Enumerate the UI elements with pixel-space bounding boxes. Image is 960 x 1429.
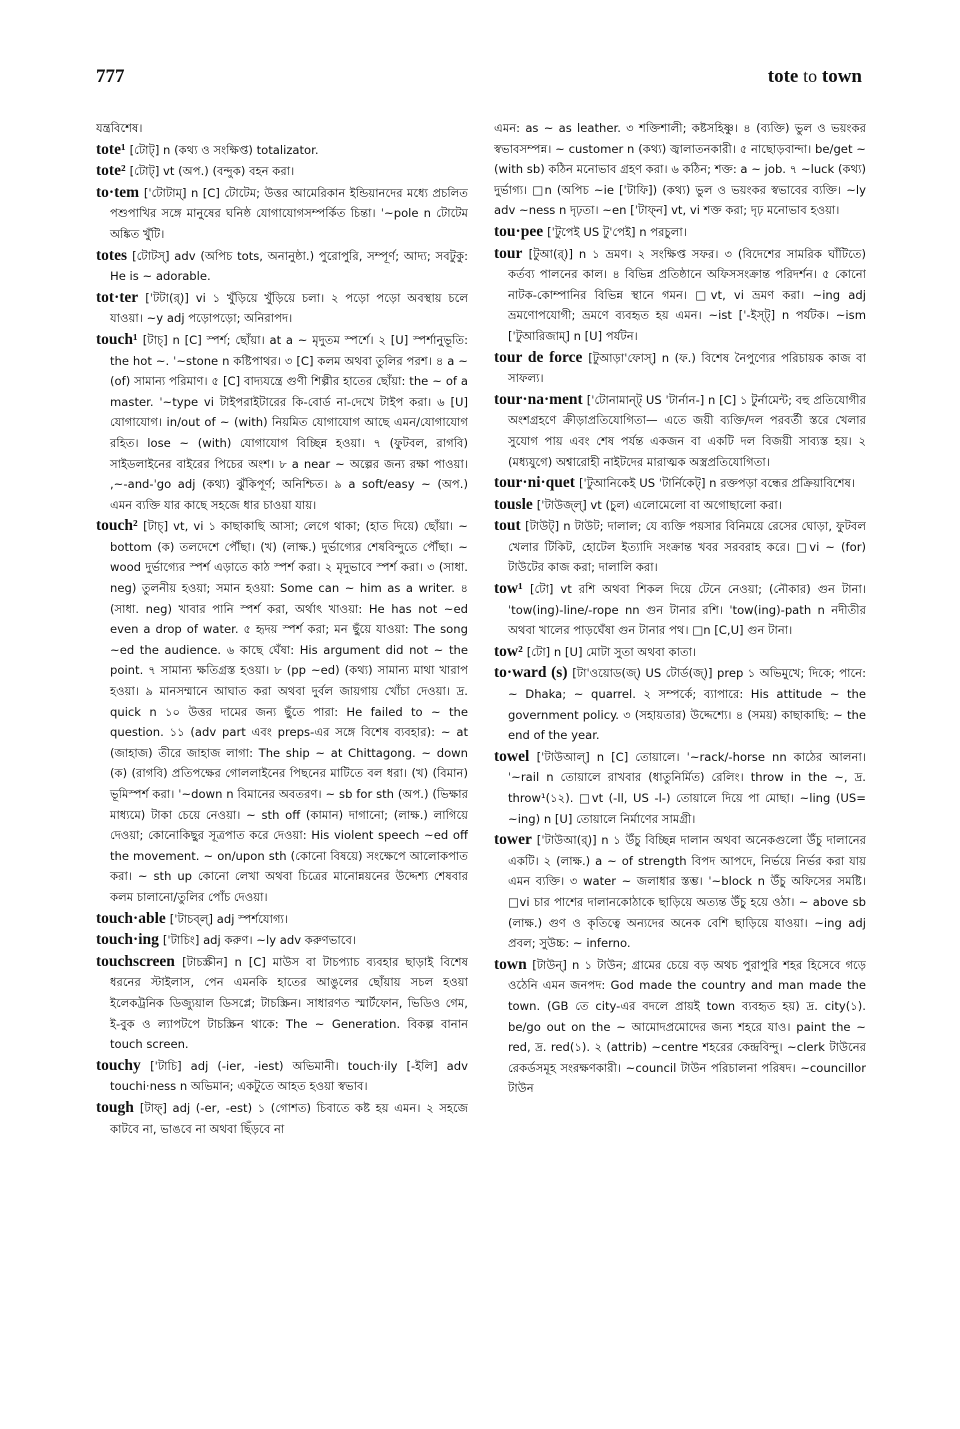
entry-headword: tour·ni·quet <box>494 474 575 492</box>
entry-definition: [টাউট্] n টাউট; দালাল; যে ব্যক্তি পয়সার বিনিময়ে রেসের ঘোড়া, ফুটবল খেলার টিকিট, হোটেল ইত্যাদি সংক্রান্ত খবর সরবরাহ করে। □vi ~ (for) টাউটের কাজ করা; দালালি করা। <box>508 519 866 575</box>
entry-definition: [টো] vt রশি অথবা শিকল দিয়ে টেনে নেওয়া; (নৌকার) গুন টানা। ˈtow(ing)-line/-rope nn গুন টানার রশি। ˈtow(ing)-path n নদীতীর অথবা খালের পাড়ঘেঁষা গুন টানার পথ। □n [C,U] গুন টানা। <box>508 582 866 638</box>
dictionary-entry <box>96 246 468 287</box>
left-column <box>96 118 468 1358</box>
entry-headword: tot·ter <box>96 288 139 306</box>
entry-definition: [টাচ্] n [C] স্পর্শ; ছোঁয়া। at a ~ মৃদুতম স্পর্শে। ২ [U] স্পর্শানুভূতি: the hot ~. ˈ~stone n কষ্টিপাথর। ৩ [C] কলম অথবা তুলির পরশ। ৪ a ~ (of) সামান্য পরিমাণ। ৫ [C] বাদ্যযন্ত্রে গুণী শিল্পীর হাতের ছোঁয়া: the ~ of a master. ˈ~type vi টাইপরাইটারের কি-বোর্ড না-দেখে টাইপ করা। ৬ [U] যোগাযোগ। in/out of ~ (with) নিয়মিত যোগাযোগ আছে এমন/যোগাযোগ রহিত। lose ~ (with) যোগাযোগ বিচ্ছিন্ন হওয়া। ৭ (ফুটবল, রাগবি) সাইডলাইনের বাইরের পিচের অংশ। ৮ a near ~ অল্পের জন্য রক্ষা পাওয়া। ,~-and-ˈgo adj (কথ্য) ঝুঁকিপূর্ণ; অনিশ্চিত। ৯ a soft/easy ~ (অপ.) এমন ব্যক্তি যার কাছে সহজে ধার চাওয়া যায়। <box>110 332 468 512</box>
entry-definition: [ˈটাউআ(র্)] n ১ উঁচু বিচ্ছিন্ন দালান অথবা অনেকগুলো উঁচু দালানের একটি। ২ (লাক্ষ.) a ~ of strength বিপদ আপদে, নির্ভয়ে নির্ভর করা যায় এমন ব্যক্তি। ৩ water ~ জলাধার স্তম্ভ। ˈ~block n উঁচু অফিসের সমষ্টি। □vi চার পাশের দালানকোঠাকে ছাড়িয়ে অত্যন্ত উঁচু হয়ে ওঠা। ~ above sb (লাক্ষ.) গুণ ও কৃতিত্বে অন্যদের অনেক বেশি ছাড়িয়ে যাওয়া। ~ing adj প্রবল; সুউচ্চ: ~ inferno. <box>508 833 866 951</box>
entry-headword: touch¹ <box>96 330 138 348</box>
dictionary-entry <box>494 663 866 745</box>
entry-definition: [ˈটোনামান্ট্ US ˈটার্নান-] n [C] ১ টুর্নামেন্ট; বহু প্রতিযোগীর অংশগ্রহণে ক্রীড়াপ্রতিযোগিতা— এতে জয়ী ব্যক্তি/দল পরবর্তী স্তরে খেলার সুযোগ পায় এবং শেষ পর্যন্ত একজন বা একটি দল বিজয়ী সাব্যস্ত হয়। ২ (মধ্যযুগে) অশ্বারোহী নাইটদের মারাত্মক অস্ত্রপ্রতিযোগিতা। <box>508 392 866 469</box>
dictionary-entry <box>494 390 866 472</box>
dictionary-entry <box>494 642 866 663</box>
entry-headword: tousle <box>494 495 533 513</box>
entry-definition: [ˈটটা(র্)] vi ১ খুঁড়িয়ে খুঁড়িয়ে চলা। ২ পড়ো পড়ো অবস্থায় চলে যাওয়া। ~y adj পড়োপড়ো; অনিরাপদ। <box>110 290 468 326</box>
entry-definition: [ˈটাচিং] adj করুণ। ~ly adv করুণভাবে। <box>162 933 357 948</box>
entry-definition: [টুআ(র্)] n ১ ভ্রমণ। ২ সংক্ষিপ্ত সফর। ৩ (বিদেশের সামরিক ঘাঁটিতে) কর্তব্য পালনের কাল। ৪ বিভিন্ন প্রতিষ্ঠানে অফিসসংক্রান্ত পরিদর্শন। ৫ কোনো নাটক-কোম্পানির বিভিন্ন স্থানে গমন। □vt, vi ভ্রমণ করা। ~ing adj ভ্রমণোপযোগী; ভ্রমণে ব্যবহৃত হয় এমন। ~ist [ˈ-ইস্ট্] n পর্যটক। ~ism [ˈটুআরিজাম্] n [U] পর্যটন। <box>508 246 866 343</box>
dictionary-entry <box>494 118 866 221</box>
dictionary-entry <box>96 516 468 907</box>
dictionary-entry <box>494 244 866 347</box>
entry-definition: [ˈটাউজ্ল্] vt (চুল) এলোমেলো বা অগোছালো করা। <box>536 497 782 512</box>
entry-headword: tough <box>96 1098 134 1116</box>
entry-definition: [টাউন্] n ১ টাউন; গ্রামের চেয়ে বড় অথচ পুরাপুরি শহর হিসেবে গড়ে ওঠেনি এমন জনপদ: God made the country and man made the town. (GB তে city-এর বদলে প্রায়ই town ব্যবহৃত হয়) দ্র. city(১). be/go out on the ~ আমোদপ্রমোদের জন্য শহরে যাও। paint the ~ red, দ্র. red(১). ২ (attrib) ~centre শহরের কেন্দ্রবিন্দু। ~clerk টাউনের রেকর্ডসমূহ সংরক্ষণকারী। ~council টাউন পরিচালনা পরিষদ। ~councillor টাউন <box>508 957 866 1096</box>
entry-definition: [ˈটুপেই US টুˈপেই] n পরচুলা। <box>547 224 687 239</box>
entry-definition: [ˈটাচব্ল্] adj স্পর্শযোগ্য। <box>169 911 289 926</box>
entry-headword: to·ward (s) <box>494 664 568 682</box>
running-head-to: to <box>803 66 818 86</box>
dictionary-entry <box>96 161 468 182</box>
entry-definition: [টোটস্] adv (অপিচ tots, অনানুষ্ঠা.) পুরোপুরি, সম্পূর্ণ; আদ্য; সবটুকু: He is ~ adorable. <box>110 248 468 284</box>
entry-headword: touch·ing <box>96 931 159 949</box>
entry-definition: [ˈটুআনিকেই US ˈটার্নিকেট্] n রক্তপড়া বন্ধের প্রক্রিয়াবিশেষ। <box>578 476 856 491</box>
entry-headword: touchy <box>96 1056 141 1074</box>
entry-definition: [টোট্] vt (অপ.) (বন্দুক) বহন করা। <box>129 164 295 179</box>
dictionary-entry <box>494 955 866 1099</box>
dictionary-entry <box>96 118 468 139</box>
dictionary-entry <box>96 140 468 161</box>
page-header <box>96 66 862 96</box>
entry-headword: tow² <box>494 642 523 660</box>
entry-headword: tow¹ <box>494 580 523 598</box>
entry-headword: tou·pee <box>494 222 544 240</box>
running-head-first: tote <box>767 66 799 87</box>
entry-definition: [টো] n [U] মোটা সুতা অথবা কাতা। <box>526 644 697 659</box>
entry-headword: town <box>494 955 527 973</box>
entry-definition: [ˈটোটাম্] n [C] টোটেম; উত্তর আমেরিকান ইন্ডিয়ানদের মধ্যে প্রচলিত পশুপাখির সঙ্গে মানুষের ঘনিষ্ঠ যোগাযোগসম্পর্কিত চিন্তা। ˈ~pole n টোটেম অঙ্কিত খুঁটি। <box>110 185 468 241</box>
entry-headword: touch² <box>96 517 138 535</box>
entry-definition: [টাচ্] vt, vi ১ কাছাকাছি আসা; লেগে থাকা; (হাত দিয়ে) ছোঁয়া। ~ bottom (ক) তলদেশে পৌঁছা। (খ) (লাক্ষ.) দুর্ভাগ্যের শেষবিন্দুতে পৌঁছা। ~ wood দুর্ভাগ্যের স্পর্শ এড়াতে কাঠ স্পর্শ করা। ২ মৃদুভাবে স্পর্শ করা। ৩ (সাধা. neg) তুলনীয় হওয়া; সমান হওয়া: Some can ~ him as a writer. ৪ (সাধা. neg) খাবার পানি স্পর্শ করা, অর্থাৎ খাওয়া: He has not ~ed even a drop of water. ৫ হৃদয় স্পর্শ করা; মন ছুঁয়ে যাওয়া: The song ~ed the audience. ৬ কাছে ঘেঁষা: His argument did not ~ the point. ৭ সামান্য ক্ষতিগ্রস্ত হওয়া। ৮ (pp ~ed) (কথ্য) সামান্য মাথা খারাপ হওয়া। ৯ মানসম্মানে আঘাত করা অথবা দুর্বল জায়গায় খোঁচা দেওয়া। দ্র. quick n ১০ উত্তর দামের জন্য ছুঁতে পারা: He failed to ~ the question. ১১ (adv part এবং preps-এর সঙ্গে বিশেষ ব্যবহার): ~ at (জাহাজ) তীরে জাহাজ লাগা: The ship ~ at Chittagong. ~ down (ক) (রাগবি) প্রতিপক্ষের গোললাইনের পিছনের মাটিতে বল ধরা। (খ) (বিমান) ভূমিস্পর্শ করা। ˈ~down n বিমানের অবতরণ। ~ sb for sth (অপ.) (ভিক্ষার মাধ্যমে) টাকা চেয়ে নেওয়া। ~ sth off (কামান) দাগানো; (লাক্ষ.) লাগিয়ে দেওয়া; কোনোকিছুর সূত্রপাত করে দেওয়া: His violent speech ~ed off the movement. ~ on/upon sth (কোনো বিষয়ে) সংক্ষেপে আলোকপাত করা। ~ sth up কোনো লেখা অথবা চিত্রের মানোন্নয়নের উদ্দেশ্য শেষবার কলম চালানো/তুলির পোঁচ দেওয়া। <box>110 519 468 904</box>
dictionary-entry <box>494 348 866 389</box>
entry-definition: এমন: as ~ as leather. ৩ শক্তিশালী; কষ্টসহিষ্ণু। ৪ (ব্যক্তি) ভুল ও ভয়ংকর স্বভাবসম্পন্ন। ~ customer n (কথ্য) জ্বালাতনকারী। ৫ নাছোড়বান্দা। be/get ~ (with sb) কঠিন মনোভাব গ্রহণ করা। ৬ কঠিন; শক্ত: a ~ job. ৭ ~luck (কথ্য) দুর্ভাগ্য। □n (অপিচ ~ie [ˈটাফি]) (কথ্য) ভুল ও ভয়ংকর স্বভাবের ব্যক্তি। ~ly adv ~ness n দৃঢ়তা। ~en [ˈটাফ্ন] vt, vi শক্ত করা; দৃঢ় মনোভাব হওয়া। <box>494 121 866 218</box>
dictionary-entry <box>494 516 866 578</box>
entry-headword: totes <box>96 246 127 264</box>
dictionary-entry <box>96 183 468 245</box>
entry-definition: [টুআড়াˈফোস্] n (ফ.) বিশেষ নৈপুণ্যের পরিচায়ক কাজ বা সাফল্য। <box>508 350 866 386</box>
dictionary-entry <box>96 330 468 515</box>
dictionary-entry <box>494 495 866 516</box>
entry-definition: যন্ত্রবিশেষ। <box>96 121 143 135</box>
entry-headword: tout <box>494 517 521 535</box>
entry-definition: [টাফ্] adj (-er, -est) ১ (গোশত) চিবাতে কষ্ট হয় এমন। ২ সহজে কাটবে না, ভাঙবে না অথবা ছিঁড়বে না <box>110 1100 468 1136</box>
entry-headword: tour de force <box>494 348 583 366</box>
dictionary-entry <box>96 930 468 951</box>
entry-headword: touch·able <box>96 909 166 927</box>
entry-headword: touchscreen <box>96 952 175 970</box>
dictionary-entry <box>96 952 468 1055</box>
dictionary-entry <box>96 1098 468 1139</box>
dictionary-entry <box>96 1056 468 1097</box>
page-number: 777 <box>96 66 125 87</box>
entry-definition: [টাˈওয়োড(জ্) US টোর্ড(জ্)] prep ১ অভিমুখে; দিকে; পানে: ~ Dhaka; ~ quarrel. ২ সম্পর্কে; ব্যাপারে: His attitude ~ the government policy. ৩ (সহায়তার) উদ্দেশ্যে। ৪ (সময়) কাছাকাছি: ~ the end of the year. <box>508 666 866 743</box>
two-column-body <box>96 118 866 1358</box>
dictionary-entry <box>96 288 468 329</box>
right-column <box>494 118 866 1358</box>
dictionary-entry <box>494 830 866 954</box>
entry-headword: tote¹ <box>96 140 126 158</box>
dictionary-entry <box>494 222 866 243</box>
dictionary-entry <box>494 473 866 494</box>
entry-definition: [ˈটাচি] adj (-ier, -iest) অভিমানী। touch·ily [-ইলি] adv touchi·ness n অভিমান; একটুতে আহত হওয়া স্বভাব। <box>110 1058 468 1094</box>
dictionary-entry <box>494 747 866 829</box>
dictionary-entry <box>494 579 866 641</box>
entry-definition: [টোট্] n (কথ্য ও সংক্ষিপ্ত) totalizator. <box>129 142 319 157</box>
entry-definition: [টাচস্ক্রীন] n [C] মাউস বা টাচপ্যাচ ব্যবহার ছাড়াই বিশেষ ধরনের স্টাইলাস, পেন এমনকি হাতের আঙুলের ছোঁয়ায় সচল হওয়া ইলেকট্রনিক ডিজ্যুয়াল ডিসপ্লে; টাচস্ক্রিন। সাধারণত স্মার্টফোন, ভিডিও গেম, ই-বুক ও ল্যাপটপে টাচস্ক্রিন থাকে: The ~ Generation. বিকল্প বানান touch screen. <box>110 954 468 1052</box>
entry-headword: tour·na·ment <box>494 390 583 408</box>
dictionary-entry <box>96 909 468 930</box>
entry-headword: tour <box>494 244 523 262</box>
entry-definition: [ˈটাউআল্] n [C] তোয়ালে। ˈ~rack/-horse nn কাঠের আলনা। ˈ~rail n তোয়ালে রাখবার (ধাতুনির্মিত) রেলিং। throw in the ~, দ্র. throw¹(১২). □vt (-ll, US -l-) তোয়ালে দিয়ে পা মোছা। ~ling (US= ~ing) n [U] তোয়ালে নির্মাণের সামগ্রী। <box>508 749 866 826</box>
running-head-last: town <box>821 66 862 87</box>
running-head <box>768 66 862 88</box>
entry-headword: towel <box>494 747 530 765</box>
entry-headword: to·tem <box>96 183 140 201</box>
entry-headword: tower <box>494 831 532 849</box>
entry-headword: tote² <box>96 162 126 180</box>
